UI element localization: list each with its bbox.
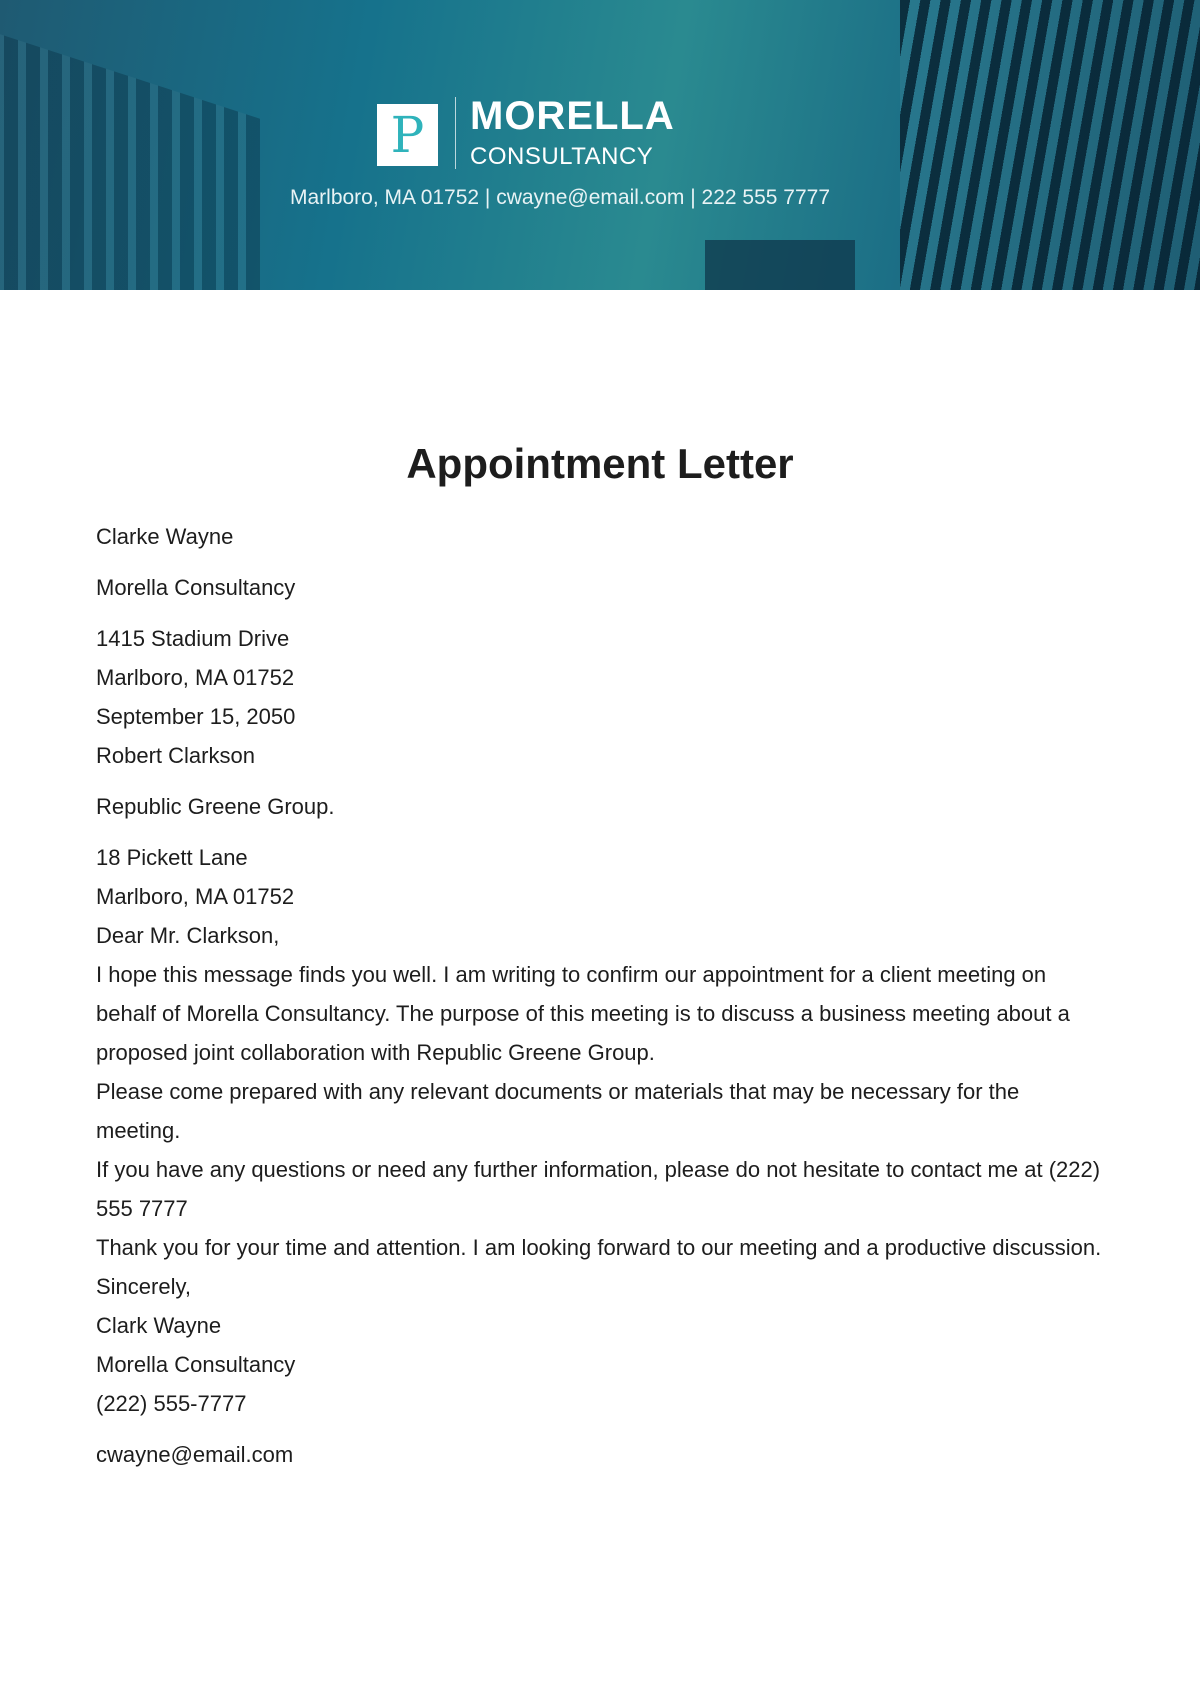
sender-name: Clarke Wayne (96, 524, 234, 549)
building-middle-image (705, 240, 855, 290)
paragraph: Please come prepared with any relevant documents or materials that may be necessary for the meeting. (96, 1079, 1020, 1143)
sender-address1: 1415 Stadium Drive (96, 626, 290, 651)
letter-date: September 15, 2050 (96, 704, 296, 729)
sender-address2: Marlboro, MA 01752 (96, 665, 295, 690)
logo-icon (377, 104, 438, 166)
logo-letter: P (390, 106, 425, 164)
letterhead-banner (0, 0, 1200, 290)
paragraph: If you have any questions or need any further information, please do not hesitate to contact me at (222) 555 7777 (96, 1157, 1101, 1221)
header-contact: Marlboro, MA 01752 | cwayne@email.com | 222 555 7777 (289, 186, 831, 209)
signoff: Sincerely, (96, 1274, 191, 1299)
building-left-image (0, 21, 260, 290)
brand-subtitle: CONSULTANCY (470, 143, 654, 170)
sender-company: Morella Consultancy (96, 575, 296, 600)
page-title: Appointment Letter (406, 440, 794, 487)
recipient-address1: 18 Pickett Lane (96, 845, 248, 870)
recipient-address2: Marlboro, MA 01752 (96, 884, 295, 909)
salutation: Dear Mr. Clarkson, (96, 923, 280, 948)
recipient-name: Robert Clarkson (96, 743, 255, 768)
letter-body (96, 517, 1106, 1474)
brand-name: MORELLA (470, 94, 675, 138)
recipient-company: Republic Greene Group. (96, 794, 335, 819)
signer-name: Clark Wayne (96, 1313, 222, 1338)
paragraph: I hope this message finds you well. I am writing to confirm our appointment for a client meeting on behalf of Morella Consultancy. The purpose of this meeting is to discuss a business meeting about a proposed joint collaboration with Republic Greene Group. (96, 962, 1070, 1065)
signer-phone: (222) 555-7777 (96, 1391, 247, 1416)
logo-divider (455, 97, 456, 169)
signer-email: cwayne@email.com (96, 1442, 294, 1467)
signer-company: Morella Consultancy (96, 1352, 296, 1377)
paragraph: Thank you for your time and attention. I am looking forward to our meeting and a productive discussion. (96, 1235, 1102, 1260)
building-right-image (900, 0, 1200, 290)
